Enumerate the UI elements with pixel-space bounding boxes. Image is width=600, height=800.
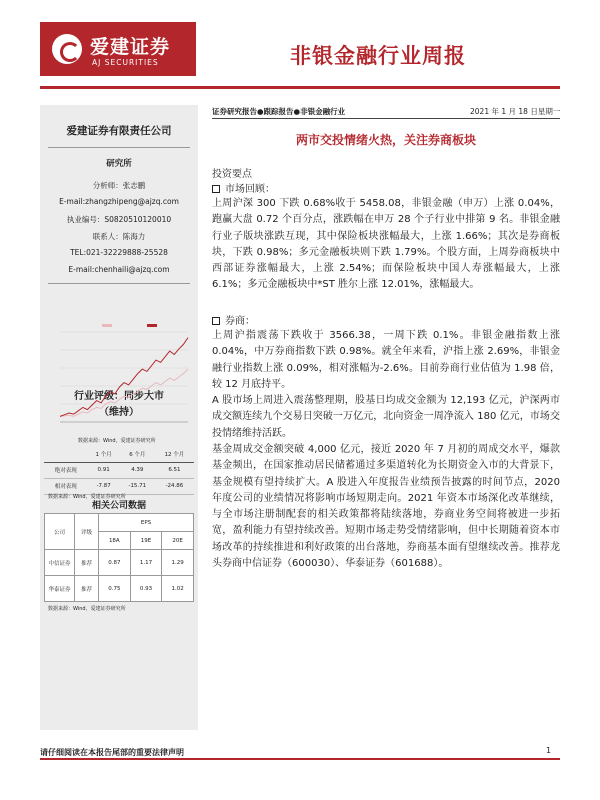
- analyst-email: E-mail:zhangzhipeng@ajzq.com: [59, 197, 179, 206]
- report-headline: 两市交投情绪火热，关注券商板块: [295, 133, 476, 147]
- table-cell: 中信证券: [45, 550, 75, 576]
- chart-series: [60, 338, 188, 417]
- license-number: 执业编号：S0820510120010: [66, 215, 172, 224]
- table-cell: 华泰证券: [45, 576, 75, 602]
- company-logo: [40, 22, 196, 76]
- report-title: 非银金融行业周报: [290, 44, 466, 68]
- section-brokers-heading: [212, 312, 255, 327]
- logo-name-cn: 爱建证券: [90, 36, 171, 58]
- table-cell: 6.51: [155, 462, 194, 478]
- table-cell: 0.91: [88, 462, 120, 478]
- eps-source: 数据来源：Wind，爱建证券研究所: [48, 606, 126, 612]
- brokers-paragraph-2: A 股市场上周进入震荡整理期，股基日均成交金额为 12,193 亿元，沪深两市成交额连续九个交易日突破一万亿元，北向资金一周净流入 180 亿元，市场交投情绪维持活跃。: [212, 395, 560, 439]
- table-row: [45, 576, 194, 602]
- table-row: [44, 462, 194, 478]
- table-cell: 绝对表现: [44, 462, 88, 478]
- report-type-line: 证券研究报告●跟踪报告●非银金融行业: [212, 107, 346, 116]
- table-header-cell: 12 个月: [155, 446, 194, 462]
- table-cell: 推荐: [75, 550, 99, 576]
- sidebar-divider: [48, 147, 190, 148]
- contact-tel: TEL:021-32229888-25528: [70, 248, 168, 257]
- company-name: 爱建证券有限责任公司: [66, 125, 172, 137]
- header-divider: [40, 86, 560, 89]
- table-cell: -7.87: [88, 478, 120, 494]
- sidebar-divider: [48, 283, 190, 284]
- series-line: [60, 369, 188, 416]
- table-header-cell: 19E: [130, 532, 162, 550]
- footer-disclaimer: 请仔细阅读在本报告尾部的重要法律声明: [40, 748, 184, 757]
- table-header-cell: 1 个月: [88, 446, 120, 462]
- table-header-row: [44, 446, 194, 462]
- logo-emblem-icon: [52, 34, 82, 64]
- series-line: [60, 338, 188, 417]
- contact-person: 联系人：陈海力: [92, 232, 146, 241]
- chart-source: 数据来源：Wind，爱建证券研究所: [78, 438, 156, 444]
- performance-chart: [52, 322, 192, 434]
- table-header-cell: 6 个月: [120, 446, 155, 462]
- table-cell: 0.75: [99, 576, 131, 602]
- table-row: [45, 550, 194, 576]
- table-header-cell: EPS: [99, 514, 194, 532]
- industry-rating: 行业评级：同步大市: [74, 391, 164, 402]
- page-number: 1: [546, 746, 552, 755]
- table-header-row: [45, 514, 194, 532]
- contact-email: E-mail:chenhaili@ajzq.com: [68, 265, 170, 274]
- table-cell: -24.86: [155, 478, 194, 494]
- table-cell: 1.17: [130, 550, 162, 576]
- chart-grid: [60, 332, 188, 422]
- performance-table: [44, 446, 194, 495]
- checkbox-icon: [212, 317, 220, 325]
- analyst-name: 分析师：张志鹏: [92, 181, 146, 190]
- table-cell: 1.02: [162, 576, 194, 602]
- section-market-review-heading: [212, 180, 275, 195]
- research-title: 研究所: [106, 159, 132, 169]
- legend-swatch: [102, 324, 112, 327]
- logo-name-en: AJ SECURITIES: [92, 58, 159, 67]
- table-header-cell: 18A: [99, 532, 131, 550]
- section-title: 券商：: [225, 316, 255, 327]
- table-cell: 1.29: [162, 550, 194, 576]
- performance-source: 数据来源：Wind，爱建证券研究所: [48, 494, 126, 500]
- subheader-divider: [212, 118, 560, 119]
- table-header-cell: [44, 446, 88, 462]
- table-header-cell: 20E: [162, 532, 194, 550]
- eps-table: [44, 513, 194, 602]
- table-cell: 4.39: [120, 462, 155, 478]
- chart-legend: [102, 324, 157, 327]
- related-companies-title: 相关公司数据: [91, 501, 146, 511]
- market-review-text: 上周沪深 300 下跌 0.68%收于 5458.08，非银金融（申万）上涨 0.04%，跑赢大盘 0.72 个百分点，涨跌幅在申万 28 个子行业中排第 9 名。非银金融行业子版块涨跌互现，其中保险板块涨幅最大，上涨 1.66%；其次是券商板块，下跌 0.98%；多元金融板块则下跌 1.79%。个股方面，上周券商板块中西部证券涨幅最大，上涨 2.54%；而保险板块中国人寿涨幅最大，上涨 6.1%；多元金融板块中*ST 胜尔上涨 12.01%，涨幅最大。: [212, 198, 560, 291]
- footer-divider: [40, 758, 560, 760]
- table-cell: 推荐: [75, 576, 99, 602]
- section-title: 市场回顾：: [225, 184, 275, 195]
- checkbox-icon: [212, 185, 220, 193]
- brokers-paragraph-1: 上周沪指震荡下跌收于 3566.38，一周下跌 0.1%。非银金融指数上涨 0.04%，中万券商指数下跌 0.98%。就全年来看，沪指上涨 2.69%，非银金融行业指数上涨 0.09%，相对涨幅为-2.6%。目前券商行业估值为 1.98 倍，较 12 月底持平。: [212, 330, 560, 390]
- table-cell: 相对表现: [44, 478, 88, 494]
- table-cell: 0.87: [99, 550, 131, 576]
- table-header-cell: 公司: [45, 514, 75, 550]
- report-date: 2021 年 1 月 18 日星期一: [470, 107, 561, 116]
- table-row: [44, 478, 194, 494]
- legend-swatch: [147, 324, 157, 327]
- table-cell: -15.71: [120, 478, 155, 494]
- rating-status: （维持）: [99, 407, 139, 418]
- table-cell: 0.93: [130, 576, 162, 602]
- brokers-paragraph-3: 基金周成交金额突破 4,000 亿元，接近 2020 年 7 月初的周成交水平，爆款基金频出，在国家推动居民储蓄通过多渠道转化为长期资金入市的大背景下，基金规模有望持续扩大。A 股进入年度报告业绩预告披露的时间节点，2020 年度公司的业绩情况将影响市场短期走向。2021 年资本市场深化改革继续，与全市场注册制配套的相关政策都将陆续落地，券商业务空间将被进一步拓宽，盈利能力有望持续改善。短期市场走势受情绪影响，但中长期随着资本市场改革的持续推进和利好政策的出台落地，券商基本面有望继续改善。推荐龙头券商中信证券（600030）、华泰证券（601688）。: [212, 444, 560, 570]
- table-header-cell: 评级: [75, 514, 99, 550]
- investment-highlights-title: 投资要点: [212, 169, 252, 180]
